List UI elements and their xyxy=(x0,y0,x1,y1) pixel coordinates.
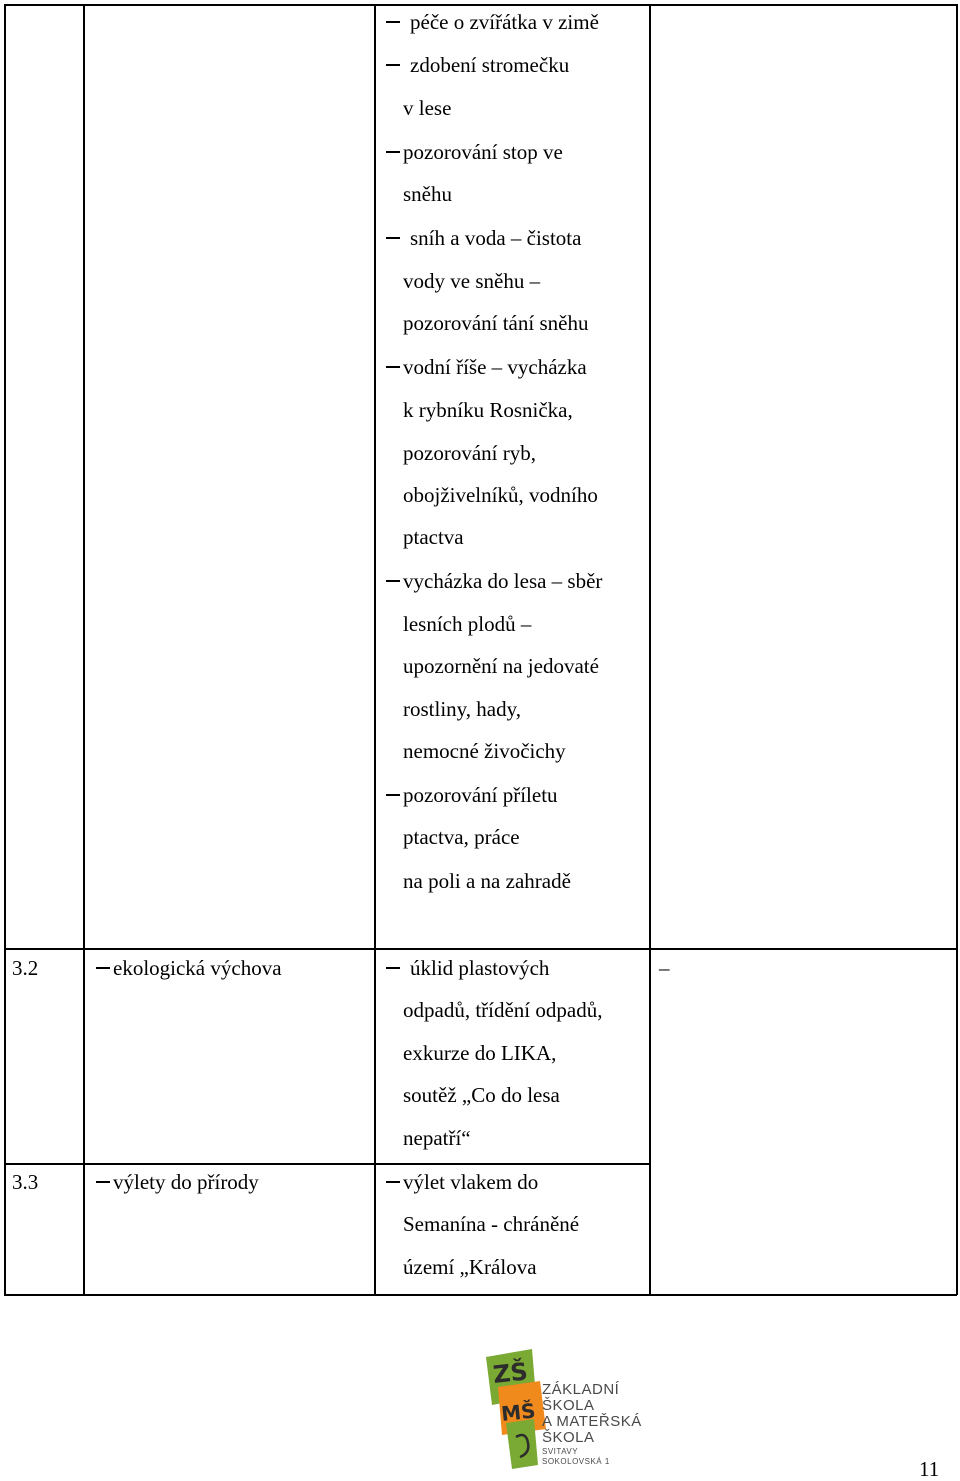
list-item: výlet vlakem do xyxy=(403,1170,539,1194)
list-item: vodní říše – vycházka xyxy=(403,355,587,379)
column-divider-3 xyxy=(649,4,651,1295)
list-item: nepatří“ xyxy=(403,1126,471,1150)
table-border-top xyxy=(4,4,957,6)
logo-text-line: ŠKOLA xyxy=(542,1429,595,1446)
logo-small-text: SVITAVY xyxy=(542,1447,579,1456)
row-topic: ekologická výchova xyxy=(113,956,282,980)
list-item: vody ve sněhu – xyxy=(403,269,541,293)
list-item: soutěž „Co do lesa xyxy=(403,1083,560,1107)
row-divider-2 xyxy=(4,1163,650,1165)
row-number: 3.3 xyxy=(12,1170,39,1194)
list-item: péče o zvířátka v zimě xyxy=(410,10,599,34)
list-item: vycházka do lesa – sběr xyxy=(403,569,603,593)
list-item: pozorování příletu xyxy=(403,783,558,807)
list-item: nemocné živočichy xyxy=(403,739,566,763)
list-item: v lese xyxy=(403,96,452,120)
logo-small-text: SOKOLOVSKÁ 1 xyxy=(542,1457,610,1466)
svg-text:ZŠ: ZŠ xyxy=(491,1357,530,1389)
list-item: území „Králova xyxy=(403,1255,537,1279)
list-item: ptactva xyxy=(403,525,464,549)
logo-text-line: ŠKOLA xyxy=(542,1397,595,1414)
list-item: rostliny, hady, xyxy=(403,697,522,721)
list-item: pozorování stop ve xyxy=(403,140,563,164)
note-dash: – xyxy=(659,956,670,980)
list-item: sníh a voda – čistota xyxy=(410,226,582,250)
row-divider-1 xyxy=(4,948,957,950)
list-item: upozornění na jedovaté xyxy=(403,654,599,678)
logo-text-line: A MATEŘSKÁ xyxy=(542,1413,642,1430)
row-number: 3.2 xyxy=(12,956,39,980)
list-item: ptactva, práce xyxy=(403,825,520,849)
logo-text-line: ZÁKLADNÍ xyxy=(542,1381,620,1398)
list-item: k rybníku Rosnička, xyxy=(403,398,573,422)
table-border-bottom xyxy=(4,1294,957,1296)
list-item: obojživelníků, vodního xyxy=(403,483,598,507)
row-topic: výlety do přírody xyxy=(113,1170,259,1194)
list-item: na poli a na zahradě xyxy=(403,869,571,893)
list-item: pozorování ryb, xyxy=(403,441,536,465)
table-border-right xyxy=(956,4,958,1295)
list-item: Semanína - chráněné xyxy=(403,1212,580,1236)
list-item: zdobení stromečku xyxy=(410,53,570,77)
column-divider-2 xyxy=(374,4,376,1295)
svg-text:MŠ: MŠ xyxy=(500,1398,537,1426)
list-item: exkurze do LIKA, xyxy=(403,1041,557,1065)
list-item: pozorování tání sněhu xyxy=(403,311,589,335)
table-border-left xyxy=(4,4,6,1295)
column-divider-1 xyxy=(83,4,85,1295)
list-item: sněhu xyxy=(403,182,452,206)
list-item: úklid plastových xyxy=(410,956,550,980)
list-item: lesních plodů – xyxy=(403,612,532,636)
list-item: odpadů, třídění odpadů, xyxy=(403,998,603,1022)
page-number: 11 xyxy=(919,1457,940,1481)
